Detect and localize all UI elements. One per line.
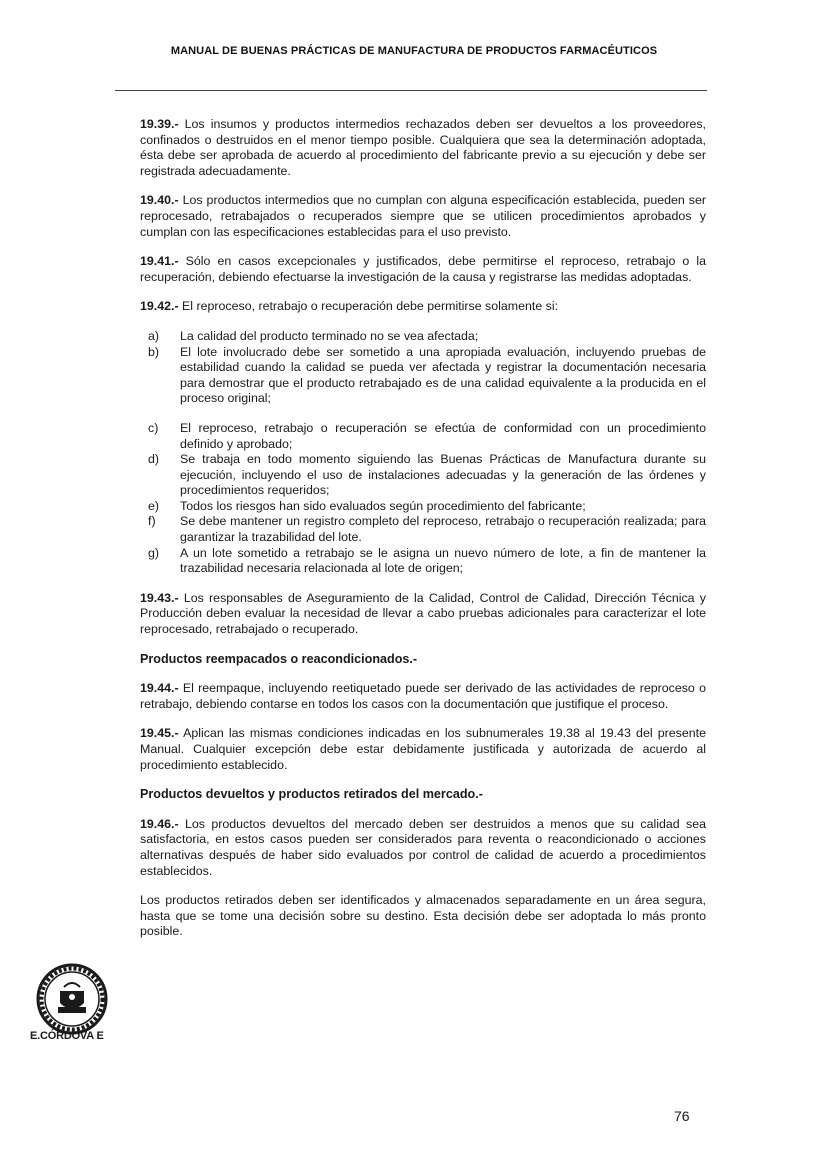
official-seal-icon (36, 963, 108, 1035)
section-number: 19.43.- (140, 590, 179, 605)
paragraph-text: Aplican las mismas condiciones indicadas en los subnumerales 19.38 al 19.43 del presente Manual. Cualquier excepción debe estar debidamente justificada y autorizada de acuerdo al procedimiento establecido. (140, 726, 706, 772)
signature-text: E.CÓRDOVA E (30, 1030, 104, 1042)
page-header-title: MANUAL DE BUENAS PRÁCTICAS DE MANUFACTURA DE PRODUCTOS FARMACÉUTICOS (170, 45, 658, 57)
list-item (140, 421, 706, 452)
section-heading-devueltos: Productos devueltos y productos retirados del mercado.- (140, 787, 483, 802)
list-item-text: El lote involucrado debe ser sometido a una apropiada evaluación, incluyendo pruebas de estabilidad cuando la calidad se pueda ver afectada y registrar la documentación necesaria para demostrar que el producto retrabajado es de una calidad equivalente a la producida en el proceso original; (180, 344, 706, 406)
document-body (140, 117, 706, 954)
section-number: 19.40.- (140, 193, 179, 208)
list-item-label: b) (148, 344, 160, 359)
paragraph-19-43 (140, 591, 706, 638)
paragraph-19-46 (140, 817, 706, 879)
section-number: 19.41.- (140, 254, 179, 269)
list-item-text: Se trabaja en todo momento siguiendo las Buenas Prácticas de Manufactura durante su ejecución, incluyendo el uso de instalaciones adecuadas y la generación de las órdenes y procedimientos requeridos; (180, 452, 706, 498)
paragraph-text: Los productos intermedios que no cumplan con alguna especificación establecida, pueden ser reprocesado, retrabajados o recuperados siempre que se utilicen procedimientos aprobados y cumplan con las especificaciones establecidas para el uso previsto. (140, 193, 706, 239)
paragraph-text: Los productos devueltos del mercado deben ser destruidos a menos que su calidad sea satisfactoria, en estos casos pueden ser considerados para reventa o reacondicionado o acciones alternativas después de haber sido evaluados por control de calidad de acuerdo a procedimientos establecidos. (140, 816, 706, 878)
section-number: 19.42.- (140, 299, 179, 314)
paragraph-19-42 (140, 299, 706, 315)
paragraph-text: Sólo en casos excepcionales y justificados, debe permitirse el reproceso, retrabajo o la recuperación, debiendo efectuarse la investigación de la causa y registrarse las medidas adoptadas. (140, 254, 706, 284)
paragraph-text: El reproceso, retrabajo o recuperación debe permitirse solamente si: (178, 299, 559, 314)
list-item (140, 499, 706, 515)
paragraph-text: El reempaque, incluyendo reetiquetado puede ser derivado de las actividades de reproceso o retrabajo, debiendo contarse en todos los casos con la documentación que justifique el proceso. (140, 681, 706, 711)
list-item (140, 452, 706, 499)
list-item-label: d) (148, 452, 160, 467)
list-item-label: g) (148, 545, 160, 560)
list-item-label: f) (148, 514, 156, 529)
list-item-label: c) (148, 420, 159, 435)
paragraph-19-39 (140, 117, 706, 179)
section-number: 19.45.- (140, 726, 179, 741)
list-item-label: a) (148, 328, 160, 343)
paragraph-19-44 (140, 681, 706, 712)
header-divider (115, 90, 707, 91)
list-item (140, 546, 706, 577)
list-item (140, 329, 706, 345)
section-number: 19.44.- (140, 681, 179, 696)
section-number: 19.39.- (140, 117, 179, 131)
paragraph-19-45 (140, 726, 706, 773)
list-item (140, 514, 706, 545)
list-item-text: La calidad del producto terminado no se vea afectada; (180, 328, 479, 343)
paragraph-19-40 (140, 193, 706, 240)
list-item-label: e) (148, 498, 160, 513)
section-heading-reempacados: Productos reempacados o reacondicionados.- (140, 651, 418, 666)
conditions-list (140, 329, 706, 577)
page-number: 76 (674, 1108, 690, 1124)
section-number: 19.46.- (140, 816, 179, 831)
list-item (140, 345, 706, 407)
paragraph-text: Los responsables de Aseguramiento de la Calidad, Control de Calidad, Dirección Técnica y Producción deben evaluar la necesidad de llevar a cabo pruebas adicionales para caracterizar el lote reprocesado, retrabajado o recuperado. (140, 590, 706, 637)
paragraph-retirados: Los productos retirados deben ser identificados y almacenados separadamente en un área segura, hasta que se tome una decisión sobre su destino. Esta decisión debe ser adoptada lo más pronto posible. (140, 893, 706, 939)
paragraph-19-41 (140, 254, 706, 285)
list-item-text: Se debe mantener un registro completo del reproceso, retrabajo o recuperación realizada; para garantizar la trazabilidad del lote. (180, 514, 706, 545)
list-item-text: A un lote sometido a retrabajo se le asigna un nuevo número de lote, a fin de mantener la trazabilidad necesaria relacionada al lote de origen; (180, 545, 706, 576)
paragraph-text: Los insumos y productos intermedios rechazados deben ser devueltos a los proveedores, confinados o destruidos en el menor tiempo posible. Cualquiera que sea la determinación adoptada, ésta debe ser aprobada de acuerdo al procedimiento del fabricante previo a su ejecución y debe ser registrada adecuadamente. (140, 117, 706, 178)
list-item-text: El reproceso, retrabajo o recuperación se efectúa de conformidad con un procedimiento definido y aprobado; (180, 420, 706, 451)
list-item-text: Todos los riesgos han sido evaluados según procedimiento del fabricante; (180, 498, 586, 513)
